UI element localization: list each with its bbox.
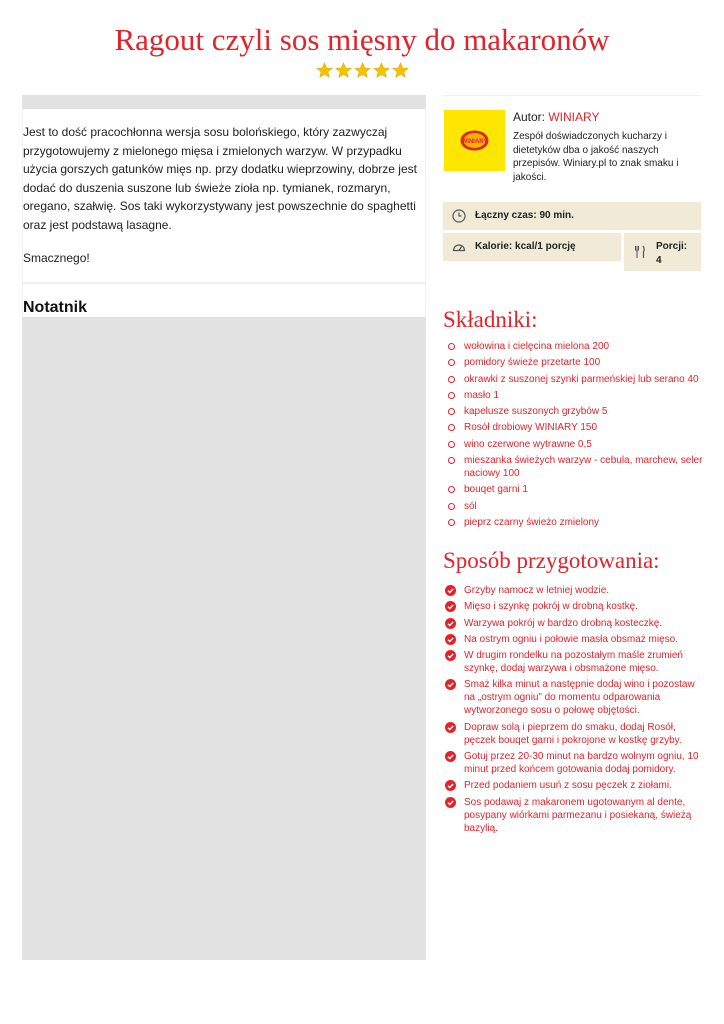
ingredient-text: wołowina i cielęcina mielona 200 [464, 341, 610, 352]
author-line [513, 110, 599, 124]
ingredient-text: pomidory świeże przetarte 100 [464, 357, 601, 369]
ingredient-item [447, 421, 705, 434]
ingredient-text: bouqet garni 1 [464, 484, 528, 496]
star-icon [354, 62, 371, 79]
ingredient-item [447, 356, 705, 369]
step-text: Mięso i szynkę pokrój w drobną kostkę. [464, 601, 638, 613]
ring-bullet-icon [448, 503, 455, 510]
ingredient-item [447, 373, 705, 386]
star-icon [392, 62, 409, 79]
preparation-steps [445, 584, 703, 838]
notes-title: Notatnik [23, 299, 87, 316]
step-text: Sos podawaj z makaronem ugotowanym al dente, posypany wiórkami parmezanu i posiekaną, świeżą bazylią. [464, 796, 692, 834]
recipe-description: Jest to dość pracochłonna wersja sosu bolońskiego, który zazwyczaj przygotowujemy z mielonego mięsa i zmielonych warzyw. W przypadku użycia gorszych gatunków mięs np. przy dodatku wieprzowiny, dobrze jest dodać do duszenia suszone lub świeże zioła np. tymianek, rozmaryn, oregano, szałwię. Sos taki wykorzystywany jest powszechnie do spaghetti oraz jest podstawą lasagne. [23, 125, 417, 232]
preparation-step [445, 617, 703, 630]
clock-icon [452, 209, 466, 223]
step-text: Przed podaniem usuń z sosu pęczek z ziołami. [464, 780, 672, 792]
ingredient-item [447, 405, 705, 418]
ingredients-title: Składniki: [443, 307, 538, 332]
calories-box [443, 233, 621, 261]
check-circle-icon [445, 722, 456, 733]
ring-bullet-icon [448, 376, 455, 383]
total-time-box [443, 202, 701, 230]
ring-bullet-icon [448, 392, 455, 399]
ingredient-text: okrawki z suszonej szynki parmeńskiej lub serano 40 [464, 373, 699, 385]
ingredients-list [447, 340, 705, 532]
preparation-step [445, 649, 703, 675]
ring-bullet-icon [448, 424, 455, 431]
preparation-step [445, 633, 703, 646]
ring-bullet-icon [448, 441, 455, 448]
check-circle-icon [445, 634, 456, 645]
check-circle-icon [445, 585, 456, 596]
author-label: Autor: [513, 110, 546, 124]
portions-label: Porcji: [656, 241, 688, 252]
ring-bullet-icon [448, 486, 455, 493]
preparation-step [445, 750, 703, 776]
ingredient-item [447, 500, 705, 513]
total-time-text [475, 210, 574, 221]
star-icon [316, 62, 333, 79]
fork-knife-icon [634, 245, 646, 259]
preparation-step [445, 600, 703, 613]
preparation-step [445, 796, 703, 835]
ingredient-text: Rosół drobiowy WINIARY 150 [464, 422, 598, 434]
recipe-title: Ragout czyli sos mięsny do makaronów [114, 22, 610, 57]
portions-text [656, 240, 687, 268]
ingredient-item [447, 454, 705, 480]
ingredient-text: masło 1 [464, 389, 500, 401]
ring-bullet-icon [448, 359, 455, 366]
kcal-label: Kalorie: [475, 241, 513, 252]
ring-bullet-icon [448, 343, 455, 350]
time-value: 90 min. [539, 210, 574, 221]
greeting-text: Smacznego! [23, 251, 90, 265]
ingredient-item [447, 516, 705, 529]
image-placeholder-bar [22, 95, 426, 109]
ingredient-item [447, 389, 705, 402]
ring-bullet-icon [448, 408, 455, 415]
check-circle-icon [445, 601, 456, 612]
check-circle-icon [445, 751, 456, 762]
star-icon [335, 62, 352, 79]
step-text: Na ostrym ogniu i połowie masła obsmaż mięso. [464, 633, 678, 645]
author-description: Zespół doświadczonych kucharzy i dietetyków dba o jakość naszych przepisów. Winiary.pl to znak smaku i jakości. [513, 131, 679, 183]
ingredient-text: mieszanka świeżych warzyw - cebula, marchew, seler naciowy 100 [464, 455, 703, 480]
ingredient-item [447, 438, 705, 451]
portions-box [624, 233, 701, 271]
preparation-title: Sposób przygotowania: [443, 548, 660, 573]
description-column [22, 95, 426, 332]
step-text: W drugim rondelku na pozostałym maśle zrumień szynkę, dodaj warzywa i obsmażone mięso. [464, 650, 683, 675]
preparation-step [445, 678, 703, 717]
gauge-icon [452, 240, 466, 254]
preparation-step [445, 721, 703, 747]
preparation-step [445, 584, 703, 597]
info-column [443, 95, 701, 266]
time-label: Łączny czas: [475, 210, 537, 221]
step-text: Smaż kilka minut a następnie dodaj wino i pozostaw na „ostrym ogniu” do momentu odparowania wytworzonego sosu o połowę objętości. [464, 679, 695, 717]
author-box [443, 95, 701, 202]
ring-bullet-icon [448, 519, 455, 526]
star-icon [373, 62, 390, 79]
author-name[interactable]: WINIARY [548, 110, 600, 124]
ingredient-text: sól [464, 500, 477, 512]
ingredient-text: kapelusze suszonych grzybów 5 [464, 406, 608, 418]
ingredient-text: wino czerwone wytrawne 0,5 [464, 438, 592, 450]
calories-text [475, 241, 576, 252]
step-text: Grzyby namocz w letniej wodzie. [464, 585, 610, 596]
ingredient-item [447, 340, 705, 353]
check-circle-icon [445, 780, 456, 791]
ingredient-text: pieprz czarny świeżo zmielony [464, 516, 600, 528]
portions-value: 4 [656, 255, 662, 266]
ring-bullet-icon [448, 457, 455, 464]
check-circle-icon [445, 797, 456, 808]
logo-text: WINIARY [461, 139, 488, 145]
notes-area[interactable] [22, 317, 426, 960]
check-circle-icon [445, 618, 456, 629]
description-box [22, 109, 426, 283]
ingredient-item [447, 483, 705, 496]
check-circle-icon [445, 679, 456, 690]
winiary-logo [444, 110, 505, 171]
step-text: Gotuj przez 20-30 minut na bardzo wolnym ogniu, 10 minut przed końcem gotowania dodaj pomidory. [464, 751, 699, 776]
check-circle-icon [445, 650, 456, 661]
step-text: Warzywa pokrój w bardzo drobną kosteczkę. [464, 617, 663, 629]
rating-stars [0, 62, 724, 79]
step-text: Dopraw solą i pieprzem do smaku, dodaj Rosół, pęczek bouqet garni i pokrojone w kostkę grzyby. [464, 721, 682, 746]
kcal-value: kcal/1 porcję [515, 241, 576, 252]
preparation-step [445, 779, 703, 792]
